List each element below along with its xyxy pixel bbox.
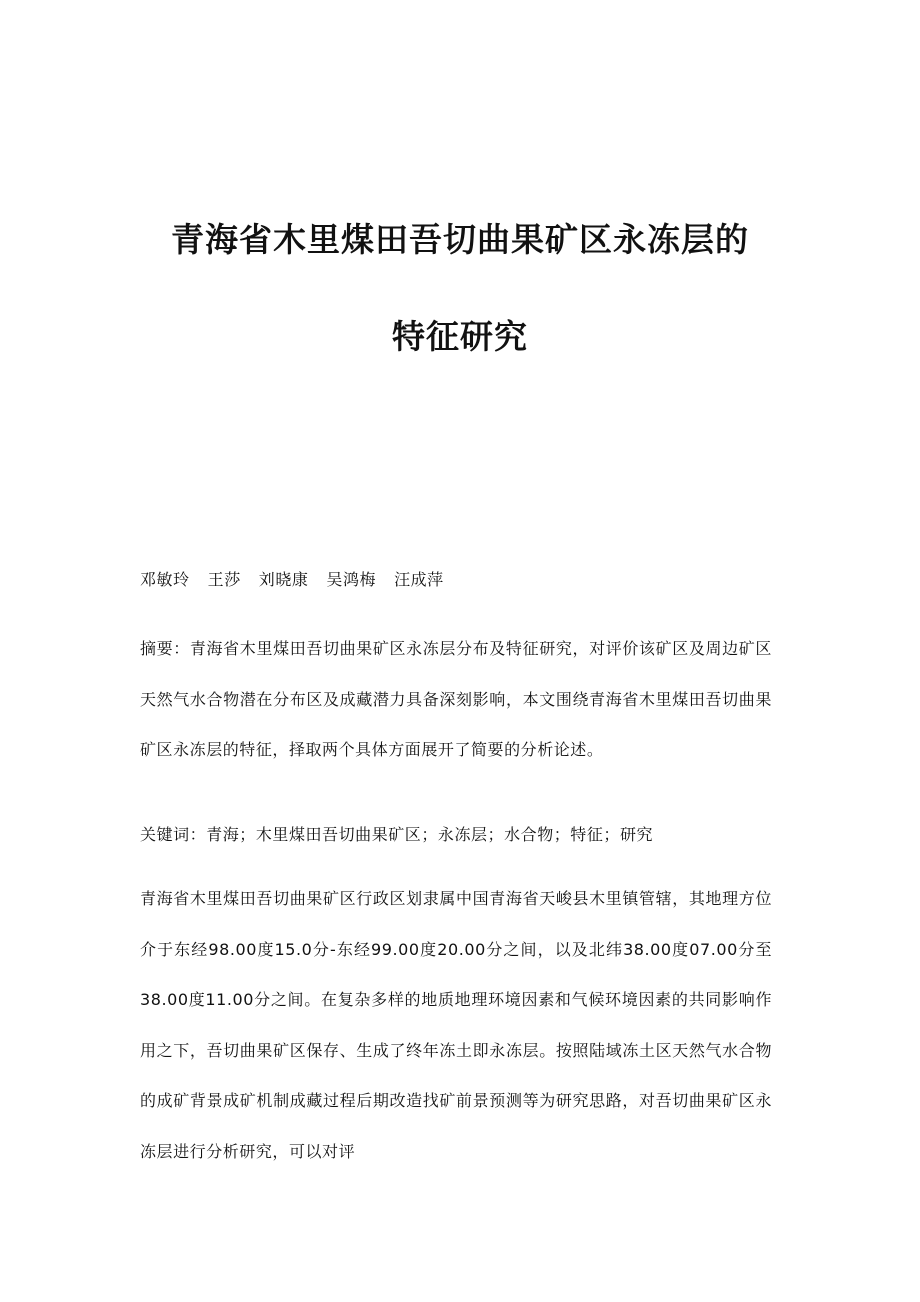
- author-name: 王莎: [207, 570, 241, 589]
- keywords: [140, 822, 772, 848]
- keywords-label: 关键词：: [140, 825, 207, 844]
- keywords-text: 青海；木里煤田吾切曲果矿区；永冻层；水合物；特征；研究: [206, 825, 654, 844]
- title-line-1: 青海省木里煤田吾切曲果矿区永冻层的: [171, 220, 749, 259]
- abstract: [140, 624, 772, 776]
- title-line-2: 特征研究: [392, 317, 528, 356]
- author-name: 汪成萍: [394, 570, 444, 589]
- abstract-label: 摘要：: [140, 639, 190, 658]
- author-name: 邓敏玲: [140, 570, 190, 589]
- author-name: 吴鸿梅: [326, 570, 377, 589]
- author-name: 刘晓康: [258, 570, 309, 589]
- abstract-text: 青海省木里煤田吾切曲果矿区永冻层分布及特征研究，对评价该矿区及周边矿区天然气水合物潜在分布区及成藏潜力具备深刻影响，本文围绕青海省木里煤田吾切曲果矿区永冻层的特征，择取两个具体方面展开了简要的分析论述。: [140, 639, 772, 759]
- body-paragraph: 青海省木里煤田吾切曲果矿区行政区划隶属中国青海省天峻县木里镇管辖，其地理方位介于东经98.00度15.0分-东经99.00度20.00分之间，以及北纬38.00度07.00分至38.00度11.00分之间。在复杂多样的地质地理环境因素和气候环境因素的共同影响作用之下，吾切曲果矿区保存、生成了终年冻土即永冻层。按照陆域冻土区天然气水合物的成矿背景成矿机制成藏过程后期改造找矿前景预测等为研究思路，对吾切曲果矿区永冻层进行分析研究，可以对评: [140, 889, 772, 1161]
- author-list: [140, 568, 772, 592]
